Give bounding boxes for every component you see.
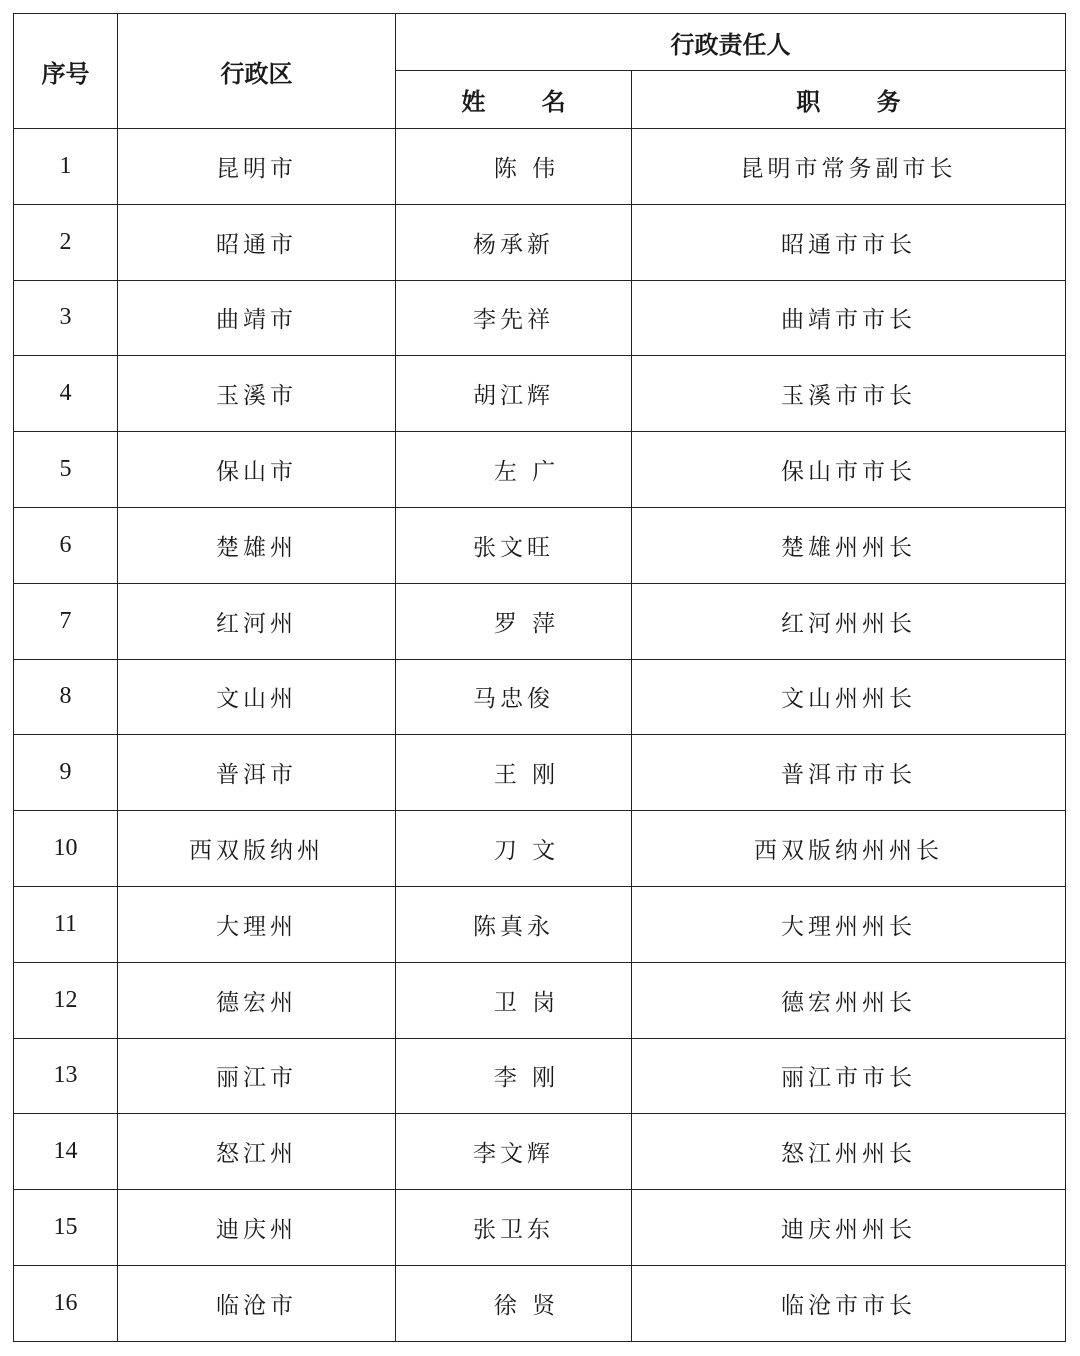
row-post: 红河州州长 bbox=[632, 583, 1066, 659]
row-region: 怒江州 bbox=[118, 1114, 396, 1190]
row-post: 保山市市长 bbox=[632, 432, 1066, 508]
row-post: 德宏州州长 bbox=[632, 962, 1066, 1038]
row-post: 普洱市市长 bbox=[632, 735, 1066, 811]
row-seq: 6 bbox=[14, 507, 118, 583]
row-name: 马忠俊 bbox=[396, 659, 632, 735]
row-name: 王 刚 bbox=[396, 735, 632, 811]
row-name: 陈真永 bbox=[396, 886, 632, 962]
row-name: 徐 贤 bbox=[396, 1265, 632, 1341]
table-row bbox=[14, 659, 1066, 735]
table-row bbox=[14, 962, 1066, 1038]
table-row bbox=[14, 886, 1066, 962]
table-row bbox=[14, 1114, 1066, 1190]
table-row bbox=[14, 1038, 1066, 1114]
row-region: 红河州 bbox=[118, 583, 396, 659]
row-seq: 10 bbox=[14, 811, 118, 887]
row-seq: 8 bbox=[14, 659, 118, 735]
row-name: 李文辉 bbox=[396, 1114, 632, 1190]
row-post: 临沧市市长 bbox=[632, 1265, 1066, 1341]
row-region: 临沧市 bbox=[118, 1265, 396, 1341]
row-region: 迪庆州 bbox=[118, 1190, 396, 1266]
row-seq: 2 bbox=[14, 204, 118, 280]
row-region: 昭通市 bbox=[118, 204, 396, 280]
row-name: 胡江辉 bbox=[396, 356, 632, 432]
row-name: 陈 伟 bbox=[396, 129, 632, 205]
row-post: 迪庆州州长 bbox=[632, 1190, 1066, 1266]
row-post: 玉溪市市长 bbox=[632, 356, 1066, 432]
row-name: 卫 岗 bbox=[396, 962, 632, 1038]
table-row bbox=[14, 432, 1066, 508]
row-seq: 1 bbox=[14, 129, 118, 205]
table-row bbox=[14, 280, 1066, 356]
header-post: 职 务 bbox=[632, 71, 1066, 129]
table-row bbox=[14, 1265, 1066, 1341]
row-region: 丽江市 bbox=[118, 1038, 396, 1114]
row-post: 大理州州长 bbox=[632, 886, 1066, 962]
responsibility-table bbox=[13, 13, 1066, 1342]
row-seq: 14 bbox=[14, 1114, 118, 1190]
row-seq: 7 bbox=[14, 583, 118, 659]
row-post: 丽江市市长 bbox=[632, 1038, 1066, 1114]
table-row bbox=[14, 204, 1066, 280]
row-name: 张卫东 bbox=[396, 1190, 632, 1266]
row-region: 楚雄州 bbox=[118, 507, 396, 583]
row-post: 昭通市市长 bbox=[632, 204, 1066, 280]
table-row bbox=[14, 129, 1066, 205]
row-post: 曲靖市市长 bbox=[632, 280, 1066, 356]
row-post: 文山州州长 bbox=[632, 659, 1066, 735]
header-responsible: 行政责任人 bbox=[396, 14, 1066, 71]
row-post: 西双版纳州州长 bbox=[632, 811, 1066, 887]
table-row bbox=[14, 356, 1066, 432]
header-seq: 序号 bbox=[14, 14, 118, 129]
row-region: 保山市 bbox=[118, 432, 396, 508]
row-seq: 11 bbox=[14, 886, 118, 962]
row-region: 曲靖市 bbox=[118, 280, 396, 356]
row-seq: 16 bbox=[14, 1265, 118, 1341]
row-post: 楚雄州州长 bbox=[632, 507, 1066, 583]
header-region: 行政区 bbox=[118, 14, 396, 129]
row-seq: 9 bbox=[14, 735, 118, 811]
row-region: 玉溪市 bbox=[118, 356, 396, 432]
row-post: 昆明市常务副市长 bbox=[632, 129, 1066, 205]
table-row bbox=[14, 507, 1066, 583]
row-seq: 12 bbox=[14, 962, 118, 1038]
table-row bbox=[14, 735, 1066, 811]
row-name: 罗 萍 bbox=[396, 583, 632, 659]
row-name: 左 广 bbox=[396, 432, 632, 508]
header-row bbox=[14, 14, 1066, 71]
row-name: 李先祥 bbox=[396, 280, 632, 356]
row-name: 张文旺 bbox=[396, 507, 632, 583]
row-seq: 13 bbox=[14, 1038, 118, 1114]
row-name: 李 刚 bbox=[396, 1038, 632, 1114]
row-region: 文山州 bbox=[118, 659, 396, 735]
row-name: 杨承新 bbox=[396, 204, 632, 280]
table-row bbox=[14, 1190, 1066, 1266]
table-row bbox=[14, 811, 1066, 887]
header-name: 姓 名 bbox=[396, 71, 632, 129]
table-row bbox=[14, 583, 1066, 659]
row-seq: 3 bbox=[14, 280, 118, 356]
row-post: 怒江州州长 bbox=[632, 1114, 1066, 1190]
row-region: 昆明市 bbox=[118, 129, 396, 205]
row-region: 德宏州 bbox=[118, 962, 396, 1038]
row-seq: 4 bbox=[14, 356, 118, 432]
row-seq: 15 bbox=[14, 1190, 118, 1266]
row-name: 刀 文 bbox=[396, 811, 632, 887]
table-body bbox=[14, 129, 1066, 1342]
row-region: 西双版纳州 bbox=[118, 811, 396, 887]
row-region: 大理州 bbox=[118, 886, 396, 962]
row-seq: 5 bbox=[14, 432, 118, 508]
row-region: 普洱市 bbox=[118, 735, 396, 811]
